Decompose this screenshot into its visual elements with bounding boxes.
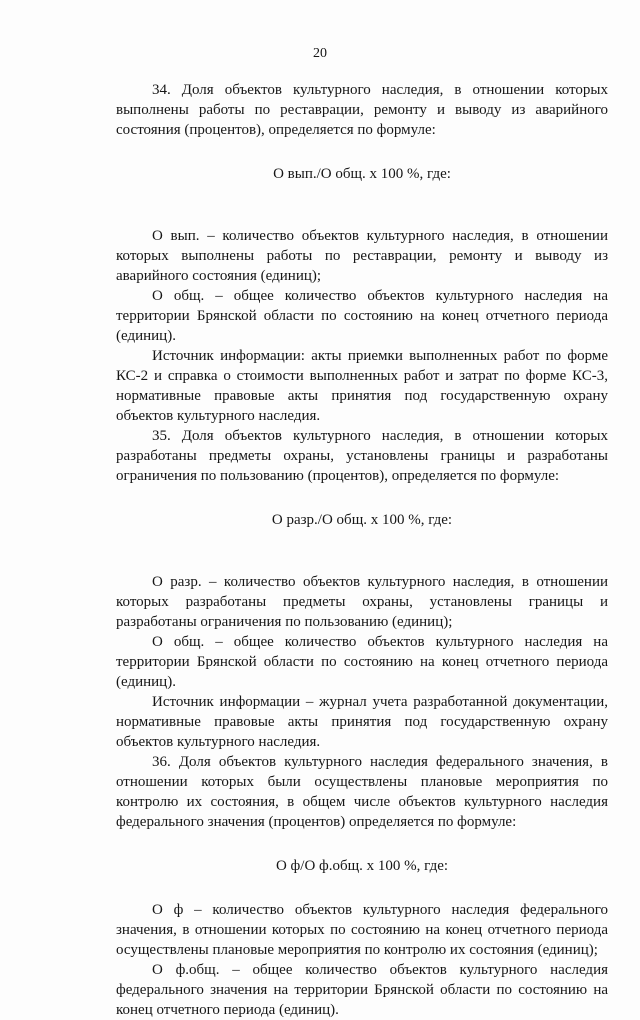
source-35: Источник информации – журнал учета разработанной документации, нормативные правовые акты принятия под государственную охрану объектов культурного наследия. [116, 694, 608, 750]
source-34: Источник информации: акты приемки выполненных работ по форме КС-2 и справка о стоимости выполненных работ и затрат по форме КС-3, нормативные правовые акты принятия под государственную охрану объектов культурного наследия. [116, 348, 608, 424]
document-body [116, 80, 608, 1020]
definition-36-o-f: О ф – количество объектов культурного наследия федерального значения, в отношении которых по состоянию на конец отчетного периода осуществлены плановые мероприятия по контролю их состояния (единиц); [116, 902, 608, 958]
paragraph-34-intro: 34. Доля объектов культурного наследия, в отношении которых выполнены работы по реставрации, ремонту и выводу из аварийного состояния (процентов), определяется по формуле: [116, 82, 608, 138]
formula-36: О ф/О ф.общ. х 100 %, где: [275, 858, 449, 874]
definition-35-o-obsh: О общ. – общее количество объектов культурного наследия на территории Брянской области по состоянию на конец отчетного периода (единиц). [116, 634, 608, 690]
formula-35: О разр./О общ. х 100 %, где: [271, 512, 453, 528]
page-number: 20 [313, 46, 327, 61]
definition-34-o-vyp: О вып. – количество объектов культурного наследия, в отношении которых выполнены работы по реставрации, ремонту и выводу из аварийного состояния (единиц); [116, 228, 608, 284]
definition-34-o-obsh: О общ. – общее количество объектов культурного наследия на территории Брянской области по состоянию на конец отчетного периода (единиц). [116, 288, 608, 344]
definition-35-o-razr: О разр. – количество объектов культурного наследия, в отношении которых разработаны предметы охраны, установлены границы и разработаны ограничения по пользованию (единиц); [116, 574, 608, 630]
paragraph-35-intro: 35. Доля объектов культурного наследия, в отношении которых разработаны предметы охраны, установлены границы и разработаны ограничения по пользованию (процентов), определяется по формуле: [116, 428, 608, 484]
formula-34: О вып./О общ. х 100 %, где: [273, 166, 451, 182]
definition-36-o-f-obsh: О ф.общ. – общее количество объектов культурного наследия федерального значения на территории Брянской области по состоянию на конец отчетного периода (единиц). [116, 962, 608, 1018]
paragraph-36-intro: 36. Доля объектов культурного наследия федерального значения, в отношении которых были осуществлены плановые мероприятия по контролю их состояния, в общем числе объектов культурного наследия федерального значения (процентов) определяется по формуле: [116, 754, 608, 830]
